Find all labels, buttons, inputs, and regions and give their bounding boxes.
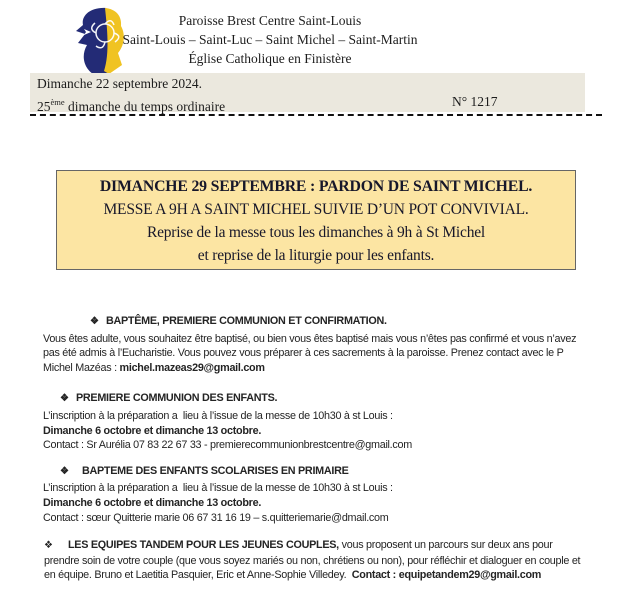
- section-line: L’inscription à la préparation a lieu à l’issue de la messe de 10h30 à st Louis :: [43, 409, 393, 422]
- contact-email: equipetandem29@gmail.com: [398, 569, 542, 582]
- parish-churches: Saint-Louis – Saint-Luc – Saint Michel – Saint-Martin: [122, 32, 418, 47]
- diamond-bullet-icon: ❖: [90, 316, 99, 327]
- announcement-line4: et reprise de la liturgie pour les enfants.: [197, 247, 435, 264]
- announcement-line3: Reprise de la messe tous les dimanches à 9h à St Michel: [146, 224, 486, 241]
- section-heading: [43, 464, 589, 480]
- ordinal-suffix: ème: [50, 97, 65, 107]
- section-line: L’inscription à la préparation a lieu à l’issue de la messe de 10h30 à st Louis :: [43, 482, 393, 495]
- section-heading: [43, 314, 589, 330]
- section-line-bold: Dimanche 6 octobre et dimanche 13 octobre.: [43, 424, 262, 437]
- sections: [43, 314, 589, 583]
- date-bar: [30, 73, 585, 112]
- announcement-box: [56, 170, 576, 270]
- section-bapteme-communion-confirmation: [43, 314, 589, 375]
- issue-number: N° 1217: [452, 94, 498, 109]
- contact-email: michel.mazeas29@gmail.com: [119, 361, 265, 374]
- section-line-bold: Dimanche 6 octobre et dimanche 13 octobre.: [43, 496, 262, 509]
- contact-label: Contact :: [351, 569, 399, 582]
- contact-line: Contact : sœur Quitterie marie 06 67 31 16 19 – s.quitteriemarie@dmail.com: [43, 511, 389, 524]
- announcement-line2: MESSE A 9H A SAINT MICHEL SUIVIE D’UN POT CONVIVIAL.: [103, 201, 529, 218]
- section-title-inline: LES EQUIPES TANDEM POUR LES JEUNES COUPLES,: [67, 539, 339, 552]
- dashed-divider: [30, 114, 602, 116]
- diamond-bullet-icon: ❖: [60, 393, 69, 405]
- parish-title: Paroisse Brest Centre Saint-Louis: [178, 13, 362, 28]
- section-bapteme-enfants-primaire: [43, 464, 589, 525]
- section-heading: [43, 391, 589, 407]
- section-body: ❖ LES EQUIPES TANDEM POUR LES JEUNES COUPLES, vous proposent un parcours sur deux ans pour prendre soin de votre couple (que vous soyez mariés ou non, chrétiens ou non), pour réfléchir et dialoguer en couple et en équipe. Bruno et Laetitia Pasquier, Eric et Anne-Sophie Villedey. Contact : equipetandem29@gmail.com: [44, 539, 583, 582]
- header: [0, 11, 540, 68]
- liturgical-week: 25ème dimanche du temps ordinaire: [37, 97, 226, 114]
- contact-line: Contact : Sr Aurélia 07 83 22 67 33 - premierecommunionbrestcentre@gmail.com: [43, 439, 412, 452]
- bulletin-date: Dimanche 22 septembre 2024.: [37, 76, 202, 91]
- section-body: Vous êtes adulte, vous souhaitez être baptisé, ou bien vous êtes baptisé mais vous n’êtes pas confirmé et vous n’avez pas été admis à l’Eucharistie. Vous pouvez vous préparer à ces sacrements à la paroisse. Prenez contact avec le P Michel Mazéas : michel.mazeas29@gmail.com: [43, 332, 579, 374]
- section-equipes-tandem: [43, 538, 589, 583]
- diocese-line: Église Catholique en Finistère: [188, 51, 352, 66]
- diamond-bullet-icon: ❖: [60, 465, 69, 477]
- announcement-title: DIMANCHE 29 SEPTEMBRE : PARDON DE SAINT MICHEL.: [99, 178, 533, 195]
- section-title: BAPTÊME, PREMIERE COMMUNION ET CONFIRMATION.: [105, 315, 387, 327]
- diamond-bullet-icon: ❖: [44, 540, 53, 552]
- section-title: PREMIERE COMMUNION DES ENFANTS.: [75, 392, 278, 405]
- section-title: BAPTEME DES ENFANTS SCOLARISES EN PRIMAIRE: [81, 464, 349, 477]
- section-premiere-communion-enfants: [43, 391, 589, 452]
